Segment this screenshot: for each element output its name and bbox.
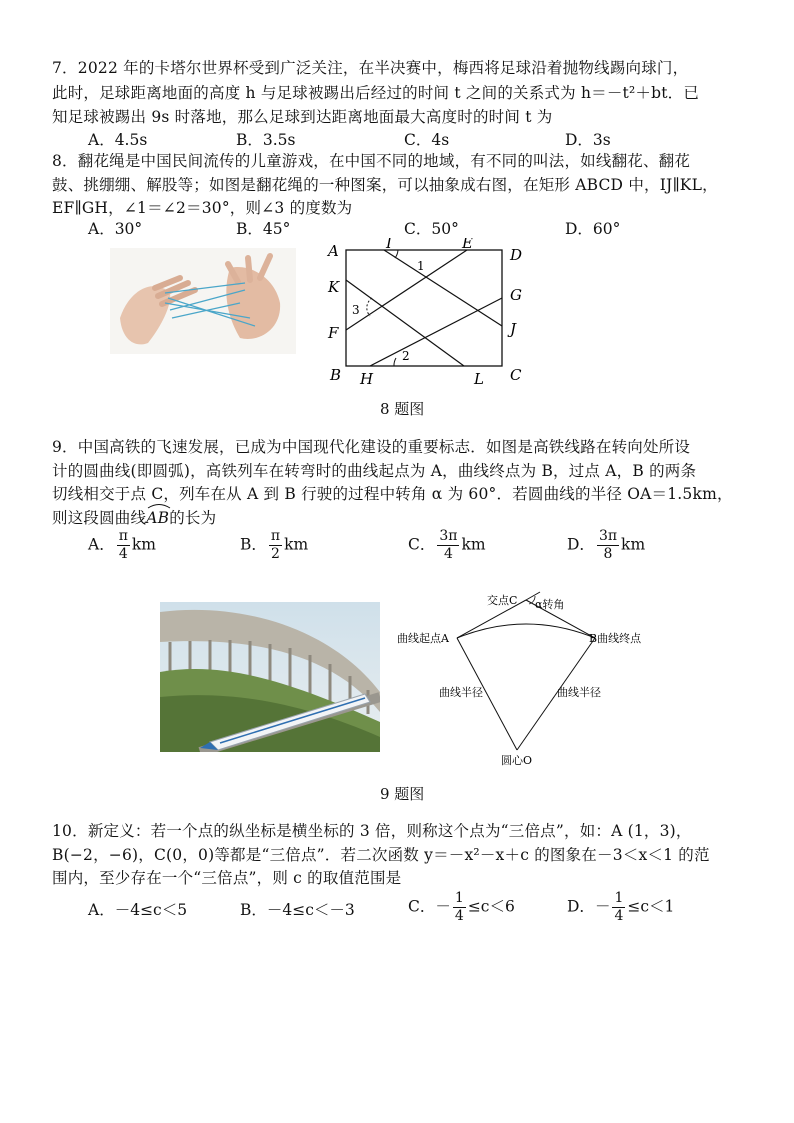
q9-option-d (567, 528, 645, 563)
q9-option-c-unit: km (461, 535, 486, 554)
q10-option-c-letter: C． (408, 897, 436, 916)
q9-caption: 9 题图 (380, 785, 425, 803)
curve-start-label: 曲线起点A (397, 632, 449, 645)
q7-option-d: D．3s (565, 131, 611, 149)
radius-right-label: 曲线半径 (557, 686, 601, 699)
q9-option-b-fraction (269, 528, 282, 563)
q10-line-2: B(−2，−6)，C(0，0)等都是“三倍点”．若二次函数 y＝－x²－x＋c 的图象在－3＜x＜1 的范 (52, 846, 710, 864)
label-l: L (474, 370, 484, 388)
q7-line-1: 7．2022 年的卡塔尔世界杯受到广泛关注，在半决赛中，梅西将足球沿着抛物线踢向球门， (52, 59, 689, 77)
q9-option-c (408, 528, 486, 563)
angle-1-label: 1 (417, 259, 425, 273)
q10-option-d-num: 1 (614, 890, 624, 906)
q10-option-d-letter: D． (567, 897, 595, 916)
label-d: D (510, 246, 523, 264)
label-c: C (510, 366, 522, 384)
angle-3-label: 3 (352, 303, 360, 317)
q7-line-2: 此时，足球距离地面的高度 h 与足球被踢出后经过的时间 t 之间的关系式为 h＝－t²＋bt．已 (52, 84, 700, 102)
q9-line-1: 9．中国高铁的飞速发展，已成为中国现代化建设的重要标志．如图是高铁线路在转向处所设 (52, 438, 691, 456)
q10-option-a-letter: A． (88, 901, 115, 919)
q9-option-b-num: π (270, 528, 281, 544)
label-f: F (328, 324, 339, 342)
intersection-c-label: 交点C (487, 594, 518, 607)
q9-option-d-den: 8 (603, 546, 613, 562)
label-h: H (360, 370, 374, 388)
q10-option-b (240, 898, 355, 920)
q8-option-a: A．30° (88, 220, 143, 238)
q9-option-c-fraction (437, 528, 459, 563)
q9-option-a-letter: A． (88, 535, 115, 554)
arc-ab (146, 505, 169, 527)
q9-option-c-num: 3π (439, 528, 458, 544)
curve-end-label: B曲线终点 (589, 632, 642, 645)
q9-option-a-fraction (117, 528, 130, 563)
label-i: I (386, 238, 392, 252)
q9-option-b-letter: B． (240, 535, 267, 554)
q9-option-d-num: 3π (598, 528, 618, 544)
q8-caption: 8 题图 (380, 400, 425, 418)
q10-option-d-text: ≤c＜1 (627, 897, 675, 916)
q10-option-a (88, 898, 187, 920)
q8-line-1: 8．翻花绳是中国民间流传的儿童游戏，在中国不同的地域，有不同的叫法，如线翻花、翻花 (52, 152, 691, 170)
label-b: B (330, 366, 342, 384)
label-j: J (510, 320, 517, 338)
q9-line-4 (52, 506, 216, 528)
q9-option-a-den: 4 (118, 546, 128, 562)
q7-option-c: C．4s (404, 131, 450, 149)
q10-option-a-text: －4≤c＜5 (114, 901, 188, 919)
q9-option-b-den: 2 (271, 546, 280, 562)
q9-option-c-den: 4 (443, 546, 453, 562)
q10-option-b-text: －4≤c＜－3 (266, 901, 355, 919)
q10-option-c-num: 1 (454, 890, 464, 906)
high-speed-rail-photo (160, 602, 380, 752)
q9-option-d-unit: km (621, 535, 646, 554)
q9-option-c-letter: C． (408, 535, 436, 554)
q8-line-2: 鼓、挑绷绷、解股等；如图是翻花绳的一种图案，可以抽象成右图，在矩形 ABCD 中，IJ∥KL， (52, 176, 718, 194)
q9-option-a (88, 528, 156, 563)
radius-left-label: 曲线半径 (439, 686, 483, 699)
q9-option-a-num: π (118, 528, 128, 544)
q9-option-d-fraction (597, 528, 619, 563)
q8-option-c: C．50° (404, 220, 459, 238)
q10-option-c-text: ≤c＜6 (467, 897, 515, 916)
q10-line-1: 10．新定义：若一个点的纵坐标是横坐标的 3 倍，则称这个点为“三倍点”，如：A (1，3)， (52, 822, 692, 840)
arc-curve-diagram (395, 590, 645, 770)
q8-line-3: EF∥GH，∠1＝∠2＝30°，则∠3 的度数为 (52, 199, 353, 217)
q10-line-3: 围内，至少存在一个“三倍点”，则 c 的取值范围是 (52, 869, 402, 887)
string-game-photo (110, 248, 296, 354)
label-a: A (328, 242, 339, 260)
q10-option-c-fraction (453, 890, 466, 925)
q8-option-d: D．60° (565, 220, 621, 238)
arc-mark-icon (146, 503, 172, 509)
q7-line-3: 知足球被踢出 9s 时落地，那么足球到达距离地面最大高度时的时间 t 为 (52, 108, 553, 126)
turn-angle-label: α转角 (535, 598, 565, 611)
center-o-label: 圆心O (501, 754, 533, 767)
arc-ab-label: AB (146, 509, 170, 527)
label-e: E (462, 238, 473, 252)
q7-option-a: A．4.5s (88, 131, 148, 149)
q10-option-d: D．－ $\frac{1}{4}$ ≤c＜1 (567, 890, 675, 924)
q10-option-c-den: 4 (454, 908, 464, 924)
q9-line-4-prefix: 则这段圆曲线 (52, 509, 147, 527)
q8-option-b: B．45° (236, 220, 291, 238)
label-k: K (328, 278, 340, 296)
q9-option-b-unit: km (284, 535, 309, 554)
q10-option-c: C．－ $\frac{1}{4}$ ≤c＜6 (408, 890, 515, 924)
label-g: G (510, 286, 522, 304)
q10-option-d-fraction (612, 890, 625, 925)
q9-line-4-suffix: 的长为 (169, 509, 217, 527)
q9-option-b (240, 528, 308, 563)
q9-option-a-unit: km (131, 535, 156, 554)
q9-line-3: 切线相交于点 C，列车在从 A 到 B 行驶的过程中转角 α 为 60°．若圆曲线的半径 OA＝1.5km， (52, 485, 733, 503)
q10-option-b-letter: B． (240, 901, 267, 919)
q9-option-d-letter: D． (567, 535, 595, 554)
q10-option-d-den: 4 (614, 908, 624, 924)
angle-2-label: 2 (402, 349, 410, 363)
q9-line-2: 计的圆曲线(即圆弧)，高铁列车在转弯时的曲线起点为 A，曲线终点为 B，过点 A，B 的两条 (52, 462, 697, 480)
rectangle-abcd-figure (322, 238, 537, 398)
q7-option-b: B．3.5s (236, 131, 296, 149)
